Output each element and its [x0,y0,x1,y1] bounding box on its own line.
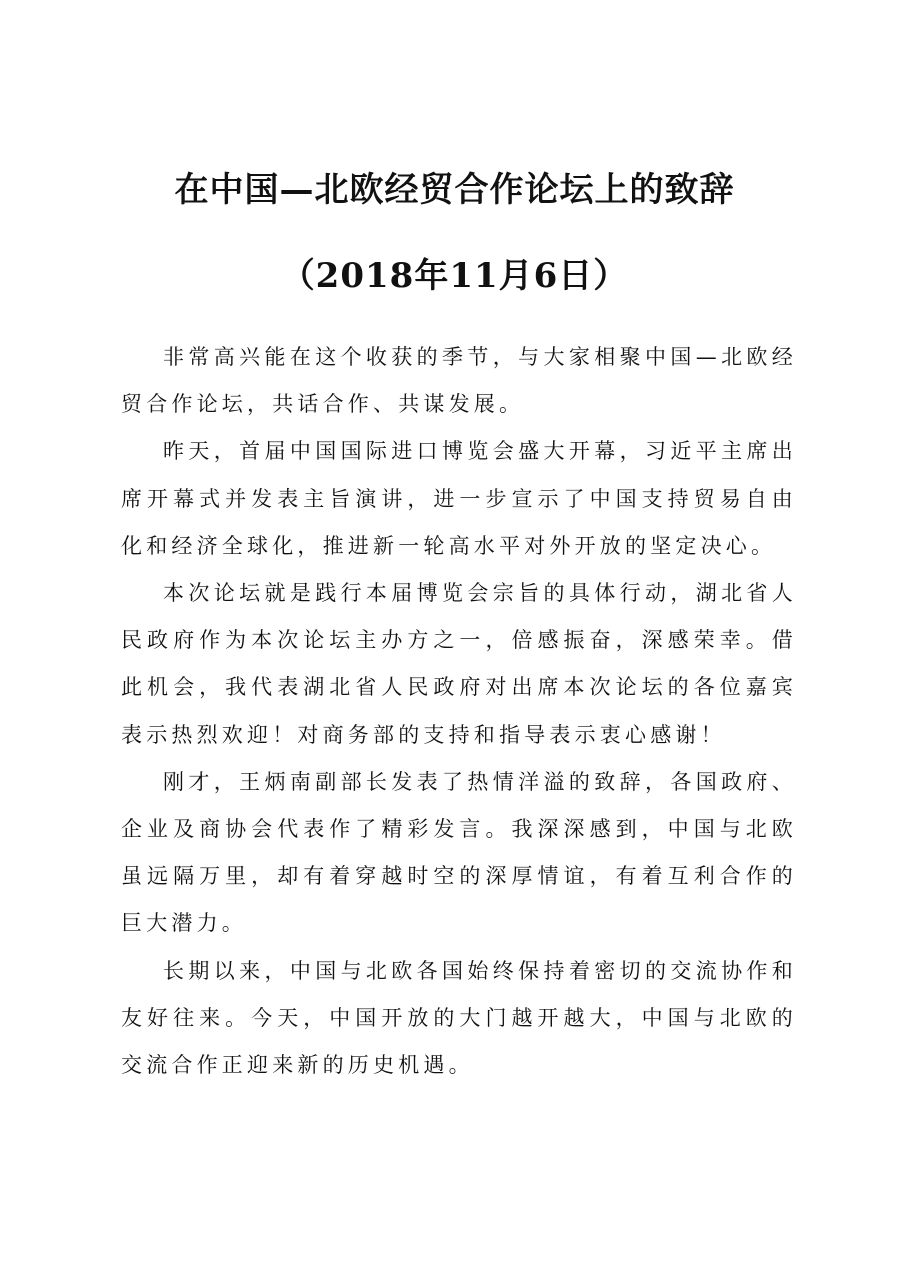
document-title: 在中国—北欧经贸合作论坛上的致辞 [174,170,735,210]
document-body [121,334,797,1089]
paragraph: 长期以来，中国与北欧各国始终保持着密切的交流协作和友好往来。今天，中国开放的大门越开越大，中国与北欧的交流合作正迎来新的历史机遇。 [121,958,797,1078]
document-date: （2018年11月6日） [280,256,629,296]
paragraph: 非常高兴能在这个收获的季节，与大家相聚中国—北欧经贸合作论坛，共话合作、共谋发展。 [121,345,797,417]
paragraph: 昨天，首届中国国际进口博览会盛大开幕，习近平主席出席开幕式并发表主旨演讲，进一步宣示了中国支持贸易自由化和经济全球化，推进新一轮高水平对外开放的坚定决心。 [121,439,797,558]
paragraph: 刚才，王炳南副部长发表了热情洋溢的致辞，各国政府、企业及商协会代表作了精彩发言。我深深感到，中国与北欧虽远隔万里，却有着穿越时空的深厚情谊，有着互利合作的巨大潜力。 [121,769,797,936]
paragraph: 本次论坛就是践行本届博览会宗旨的具体行动，湖北省人民政府作为本次论坛主办方之一，倍感振奋，深感荣幸。借此机会，我代表湖北省人民政府对出席本次论坛的各位嘉宾表示热烈欢迎！对商务部的支持和指导表示衷心感谢！ [121,581,797,747]
